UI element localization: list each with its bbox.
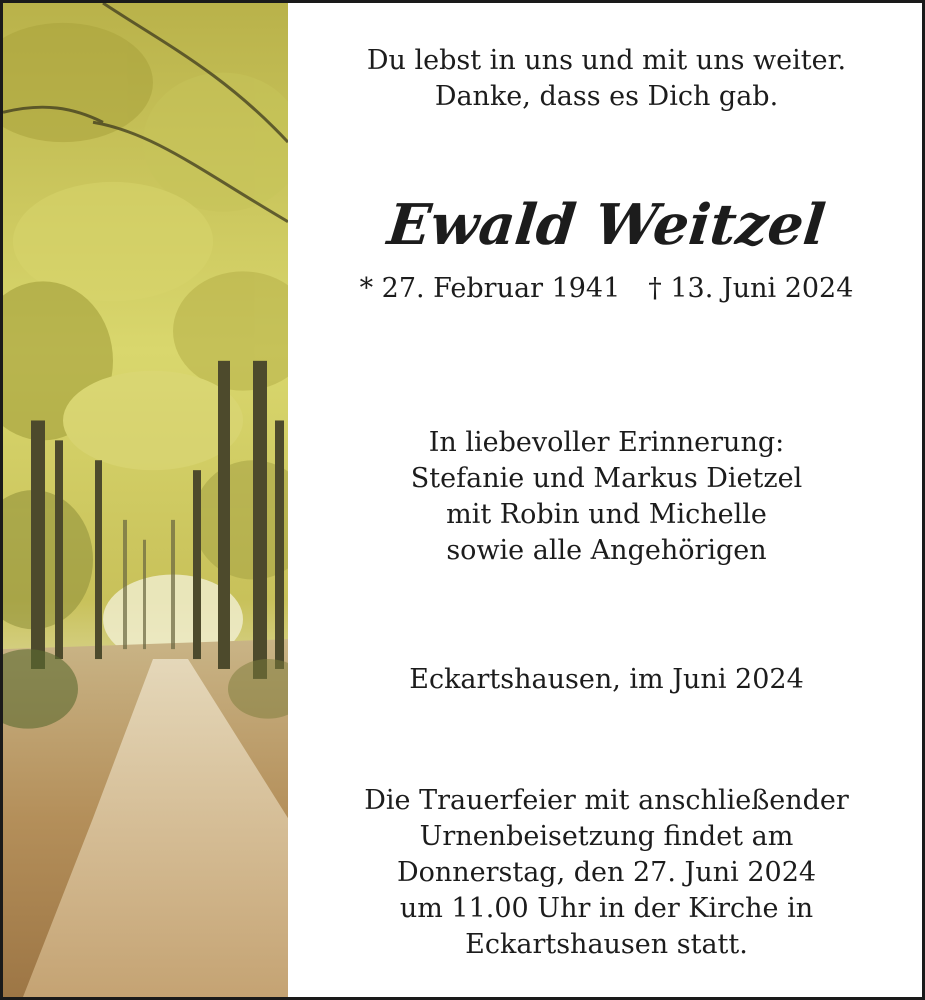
death-date: † 13. Juni 2024 [648,273,854,304]
memory-line-3: mit Robin und Michelle [446,499,767,530]
ceremony-line-2: Urnenbeisetzung findet am [419,821,794,852]
deceased-name: Ewald Weitzel [384,192,829,258]
memory-line-1: In liebevoller Erinnerung: [428,427,785,458]
ceremony-line-4: um 11.00 Uhr in der Kirche in [399,893,814,924]
motto-line-2: Danke, dass es Dich gab. [434,81,779,112]
place-date: Eckartshausen, im Juni 2024 [409,664,804,695]
memory-block [291,425,922,569]
birth-date: * 27. Februar 1941 [359,273,621,304]
ceremony-line-3: Donnerstag, den 27. Juni 2024 [396,857,817,888]
forest-path-icon [3,3,288,997]
memory-line-4: sowie alle Angehörigen [446,535,767,566]
motto-line-1: Du lebst in uns und mit uns weiter. [366,45,847,76]
life-dates [291,271,922,307]
memory-line-2: Stefanie und Markus Dietzel [410,463,803,494]
forest-path-photo [3,3,288,997]
ceremony-line-5: Eckartshausen statt. [465,929,748,960]
ceremony-line-1: Die Trauerfeier mit anschließender [364,785,849,816]
notice-text-column [291,3,922,997]
ceremony-block [291,783,922,963]
motto [291,43,922,115]
